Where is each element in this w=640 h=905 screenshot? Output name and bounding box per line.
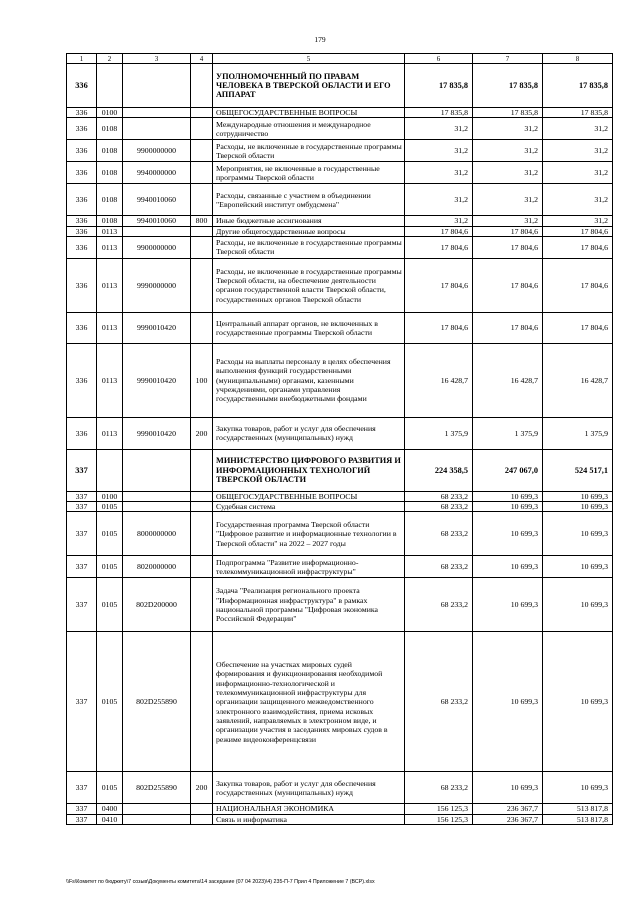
amount-year1-cell: 224 358,5	[405, 449, 473, 491]
agency-code-cell: 336	[67, 216, 97, 226]
expense-type-cell: 800	[191, 216, 213, 226]
amount-year2-cell: 31,2	[473, 140, 543, 162]
expense-type-cell	[191, 556, 213, 578]
amount-year2-cell: 16 428,7	[473, 343, 543, 417]
column-number: 3	[123, 54, 191, 64]
section-code-cell: 0113	[97, 258, 123, 312]
table-row	[67, 108, 613, 118]
amount-year2-cell: 17 804,6	[473, 226, 543, 236]
amount-year2-cell: 17 835,8	[473, 108, 543, 118]
expense-type-cell	[191, 226, 213, 236]
section-code-cell: 0400	[97, 804, 123, 814]
section-code-cell: 0108	[97, 216, 123, 226]
column-number: 8	[543, 54, 613, 64]
amount-year3-cell: 31,2	[543, 184, 613, 216]
agency-code-cell: 336	[67, 118, 97, 140]
table-row	[67, 312, 613, 343]
expense-type-cell	[191, 184, 213, 216]
section-code-cell: 0105	[97, 632, 123, 772]
amount-year2-cell: 10 699,3	[473, 772, 543, 804]
description-cell: Международные отношения и международное сотрудничество	[213, 118, 405, 140]
column-number: 1	[67, 54, 97, 64]
table-row	[67, 512, 613, 556]
section-code-cell: 0105	[97, 578, 123, 632]
section-code-cell: 0105	[97, 772, 123, 804]
amount-year2-cell: 31,2	[473, 184, 543, 216]
amount-year3-cell: 10 699,3	[543, 491, 613, 501]
description-cell: Иные бюджетные ассигнования	[213, 216, 405, 226]
column-number-header-row	[67, 54, 613, 64]
amount-year1-cell: 31,2	[405, 118, 473, 140]
description-cell: Связь и информатика	[213, 814, 405, 824]
table-row	[67, 502, 613, 512]
table-row	[67, 184, 613, 216]
section-code-cell: 0113	[97, 417, 123, 449]
expense-type-cell	[191, 632, 213, 772]
amount-year3-cell: 10 699,3	[543, 556, 613, 578]
expense-type-cell	[191, 236, 213, 258]
expense-type-cell	[191, 578, 213, 632]
agency-code-cell: 337	[67, 804, 97, 814]
amount-year3-cell: 17 804,6	[543, 236, 613, 258]
amount-year1-cell: 17 804,6	[405, 312, 473, 343]
description-cell: Расходы, связанные с участием в объединении "Европейский институт омбудсмена"	[213, 184, 405, 216]
expense-type-cell	[191, 258, 213, 312]
section-code-cell: 0108	[97, 184, 123, 216]
amount-year1-cell: 17 835,8	[405, 108, 473, 118]
table-row	[67, 64, 613, 108]
target-article-cell: 9940010060	[123, 184, 191, 216]
description-cell: Закупка товаров, работ и услуг для обеспечения государственных (муниципальных) нужд	[213, 772, 405, 804]
amount-year3-cell: 10 699,3	[543, 578, 613, 632]
target-article-cell: 802D200000	[123, 578, 191, 632]
table-row	[67, 236, 613, 258]
expense-type-cell	[191, 814, 213, 824]
target-article-cell	[123, 449, 191, 491]
page-number: 179	[314, 35, 326, 44]
amount-year3-cell: 31,2	[543, 140, 613, 162]
table-row	[67, 226, 613, 236]
amount-year1-cell: 17 835,8	[405, 64, 473, 108]
target-article-cell	[123, 108, 191, 118]
amount-year1-cell: 68 233,2	[405, 502, 473, 512]
table-row	[67, 491, 613, 501]
target-article-cell: 8000000000	[123, 512, 191, 556]
target-article-cell	[123, 804, 191, 814]
description-cell: Расходы, не включенные в государственные программы Тверской области	[213, 236, 405, 258]
amount-year1-cell: 16 428,7	[405, 343, 473, 417]
section-code-cell: 0108	[97, 140, 123, 162]
amount-year1-cell: 31,2	[405, 162, 473, 184]
amount-year1-cell: 31,2	[405, 184, 473, 216]
target-article-cell	[123, 118, 191, 140]
amount-year3-cell: 31,2	[543, 162, 613, 184]
amount-year1-cell: 31,2	[405, 140, 473, 162]
expense-type-cell	[191, 162, 213, 184]
description-cell: Обеспечение на участках мировых судей формирования и функционирования необходимой информационно-технологической и телекоммуникационной инфраструктуры для организации защищенного межведомственного электронного взаимодействия, приема исковых заявлений, направляемых в электронном виде, и организации участия в заседаниях мировых судов в режиме видеоконференцсвязи	[213, 632, 405, 772]
agency-code-cell: 337	[67, 772, 97, 804]
agency-code-cell: 336	[67, 258, 97, 312]
table-row	[67, 772, 613, 804]
expense-type-cell	[191, 118, 213, 140]
column-number: 2	[97, 54, 123, 64]
amount-year2-cell: 10 699,3	[473, 512, 543, 556]
agency-code-cell: 336	[67, 236, 97, 258]
target-article-cell	[123, 491, 191, 501]
amount-year2-cell: 10 699,3	[473, 491, 543, 501]
target-article-cell: 8020000000	[123, 556, 191, 578]
description-cell: Закупка товаров, работ и услуг для обеспечения государственных (муниципальных) нужд	[213, 417, 405, 449]
section-code-cell: 0105	[97, 502, 123, 512]
section-code-cell: 0113	[97, 236, 123, 258]
agency-code-cell: 337	[67, 814, 97, 824]
description-cell: Расходы на выплаты персоналу в целях обеспечения выполнения функций государственными (муниципальными) органами, казенными учреждениями, органами управления государственными внебюджетными фондами	[213, 343, 405, 417]
amount-year1-cell: 31,2	[405, 216, 473, 226]
target-article-cell	[123, 814, 191, 824]
table-row	[67, 578, 613, 632]
amount-year3-cell: 513 817,8	[543, 804, 613, 814]
amount-year2-cell: 17 835,8	[473, 64, 543, 108]
section-code-cell: 0108	[97, 162, 123, 184]
amount-year2-cell: 10 699,3	[473, 556, 543, 578]
section-code-cell: 0410	[97, 814, 123, 824]
agency-code-cell: 336	[67, 417, 97, 449]
description-cell: ОБЩЕГОСУДАРСТВЕННЫЕ ВОПРОСЫ	[213, 108, 405, 118]
target-article-cell	[123, 502, 191, 512]
amount-year3-cell: 10 699,3	[543, 512, 613, 556]
agency-code-cell: 336	[67, 64, 97, 108]
amount-year3-cell: 10 699,3	[543, 772, 613, 804]
expense-type-cell	[191, 449, 213, 491]
table-row	[67, 804, 613, 814]
section-code-cell: 0113	[97, 312, 123, 343]
agency-code-cell: 336	[67, 108, 97, 118]
amount-year2-cell: 236 367,7	[473, 814, 543, 824]
table-row	[67, 417, 613, 449]
amount-year3-cell: 1 375,9	[543, 417, 613, 449]
description-cell: Подпрограмма "Развитие информационно-телекоммуникационной инфраструктуры"	[213, 556, 405, 578]
amount-year2-cell: 10 699,3	[473, 632, 543, 772]
expense-type-cell: 100	[191, 343, 213, 417]
section-code-cell	[97, 449, 123, 491]
column-number: 5	[213, 54, 405, 64]
amount-year2-cell: 1 375,9	[473, 417, 543, 449]
amount-year1-cell: 156 125,3	[405, 814, 473, 824]
expense-type-cell: 200	[191, 417, 213, 449]
section-code-cell: 0105	[97, 556, 123, 578]
agency-code-cell: 337	[67, 556, 97, 578]
description-cell: Центральный аппарат органов, не включенных в государственные программы Тверской области	[213, 312, 405, 343]
amount-year3-cell: 10 699,3	[543, 632, 613, 772]
target-article-cell: 9900000000	[123, 236, 191, 258]
amount-year1-cell: 17 804,6	[405, 236, 473, 258]
amount-year1-cell: 17 804,6	[405, 258, 473, 312]
description-cell: ОБЩЕГОСУДАРСТВЕННЫЕ ВОПРОСЫ	[213, 491, 405, 501]
target-article-cell: 802D255890	[123, 632, 191, 772]
amount-year2-cell: 17 804,6	[473, 236, 543, 258]
target-article-cell	[123, 226, 191, 236]
amount-year1-cell: 68 233,2	[405, 512, 473, 556]
section-code-cell: 0100	[97, 108, 123, 118]
amount-year1-cell: 156 125,3	[405, 804, 473, 814]
expense-type-cell	[191, 312, 213, 343]
description-cell: Задача "Реализация регионального проекта "Информационная инфраструктура" в рамках национальной программы "Цифровая экономика Российской Федерации"	[213, 578, 405, 632]
amount-year2-cell: 10 699,3	[473, 502, 543, 512]
table-row	[67, 258, 613, 312]
description-cell: НАЦИОНАЛЬНАЯ ЭКОНОМИКА	[213, 804, 405, 814]
column-number: 7	[473, 54, 543, 64]
agency-code-cell: 337	[67, 512, 97, 556]
target-article-cell: 9900000000	[123, 140, 191, 162]
description-cell: Другие общегосударственные вопросы	[213, 226, 405, 236]
description-cell: Расходы, не включенные в государственные программы Тверской области, на обеспечение деятельности органов государственной власти Тверской области, государственных органов Тверской области	[213, 258, 405, 312]
description-cell: Государственная программа Тверской области "Цифровое развитие и информационные технологии в Тверской области" на 2022 – 2027 годы	[213, 512, 405, 556]
amount-year2-cell: 10 699,3	[473, 578, 543, 632]
agency-code-cell: 336	[67, 343, 97, 417]
amount-year2-cell: 31,2	[473, 118, 543, 140]
amount-year1-cell: 68 233,2	[405, 772, 473, 804]
amount-year2-cell: 31,2	[473, 216, 543, 226]
amount-year2-cell: 17 804,6	[473, 258, 543, 312]
amount-year3-cell: 31,2	[543, 118, 613, 140]
amount-year1-cell: 17 804,6	[405, 226, 473, 236]
amount-year3-cell: 17 835,8	[543, 64, 613, 108]
table-row	[67, 814, 613, 824]
amount-year1-cell: 68 233,2	[405, 578, 473, 632]
description-cell: МИНИСТЕРСТВО ЦИФРОВОГО РАЗВИТИЯ И ИНФОРМАЦИОННЫХ ТЕХНОЛОГИЙ ТВЕРСКОЙ ОБЛАСТИ	[213, 449, 405, 491]
amount-year2-cell: 247 067,0	[473, 449, 543, 491]
target-article-cell: 9990010420	[123, 312, 191, 343]
section-code-cell: 0105	[97, 512, 123, 556]
amount-year3-cell: 17 804,6	[543, 312, 613, 343]
expense-type-cell	[191, 512, 213, 556]
table-row	[67, 216, 613, 226]
amount-year3-cell: 16 428,7	[543, 343, 613, 417]
expense-type-cell	[191, 502, 213, 512]
section-code-cell	[97, 64, 123, 108]
agency-code-cell: 336	[67, 162, 97, 184]
target-article-cell: 9940010060	[123, 216, 191, 226]
amount-year2-cell: 31,2	[473, 162, 543, 184]
column-number: 6	[405, 54, 473, 64]
table-row	[67, 343, 613, 417]
agency-code-cell: 336	[67, 140, 97, 162]
agency-code-cell: 337	[67, 502, 97, 512]
description-cell: Судебная система	[213, 502, 405, 512]
agency-code-cell: 337	[67, 491, 97, 501]
section-code-cell: 0100	[97, 491, 123, 501]
amount-year3-cell: 17 835,8	[543, 108, 613, 118]
file-path-footer: \\Fs\Комитет по бюджету\7 созыв\Документы комитета\14 заседание (07 04 2023)\4) 235-П-7 Прил 4 Приложение 7 (ВСР).xlsx	[66, 879, 375, 885]
expense-type-cell	[191, 491, 213, 501]
amount-year2-cell: 236 367,7	[473, 804, 543, 814]
section-code-cell: 0113	[97, 226, 123, 236]
agency-code-cell: 336	[67, 184, 97, 216]
budget-table	[66, 53, 613, 825]
amount-year1-cell: 1 375,9	[405, 417, 473, 449]
target-article-cell: 9990010420	[123, 343, 191, 417]
agency-code-cell: 336	[67, 226, 97, 236]
amount-year3-cell: 10 699,3	[543, 502, 613, 512]
agency-code-cell: 337	[67, 632, 97, 772]
table-row	[67, 162, 613, 184]
amount-year3-cell: 17 804,6	[543, 258, 613, 312]
description-cell: Мероприятия, не включенные в государственные программы Тверской области	[213, 162, 405, 184]
description-cell: Расходы, не включенные в государственные программы Тверской области	[213, 140, 405, 162]
target-article-cell: 802D255890	[123, 772, 191, 804]
table-row	[67, 556, 613, 578]
target-article-cell: 9990000000	[123, 258, 191, 312]
table-row	[67, 449, 613, 491]
amount-year1-cell: 68 233,2	[405, 556, 473, 578]
amount-year1-cell: 68 233,2	[405, 632, 473, 772]
amount-year1-cell: 68 233,2	[405, 491, 473, 501]
column-number: 4	[191, 54, 213, 64]
section-code-cell: 0108	[97, 118, 123, 140]
target-article-cell: 9990010420	[123, 417, 191, 449]
amount-year3-cell: 524 517,1	[543, 449, 613, 491]
agency-code-cell: 336	[67, 312, 97, 343]
target-article-cell: 9940000000	[123, 162, 191, 184]
amount-year2-cell: 17 804,6	[473, 312, 543, 343]
amount-year3-cell: 17 804,6	[543, 226, 613, 236]
table-row	[67, 632, 613, 772]
table-row	[67, 118, 613, 140]
expense-type-cell	[191, 108, 213, 118]
expense-type-cell	[191, 64, 213, 108]
section-code-cell: 0113	[97, 343, 123, 417]
agency-code-cell: 337	[67, 578, 97, 632]
description-cell: УПОЛНОМОЧЕННЫЙ ПО ПРАВАМ ЧЕЛОВЕКА В ТВЕРСКОЙ ОБЛАСТИ И ЕГО АППАРАТ	[213, 64, 405, 108]
table-row	[67, 140, 613, 162]
amount-year3-cell: 513 817,8	[543, 814, 613, 824]
target-article-cell	[123, 64, 191, 108]
agency-code-cell: 337	[67, 449, 97, 491]
amount-year3-cell: 31,2	[543, 216, 613, 226]
expense-type-cell	[191, 140, 213, 162]
expense-type-cell	[191, 804, 213, 814]
expense-type-cell: 200	[191, 772, 213, 804]
